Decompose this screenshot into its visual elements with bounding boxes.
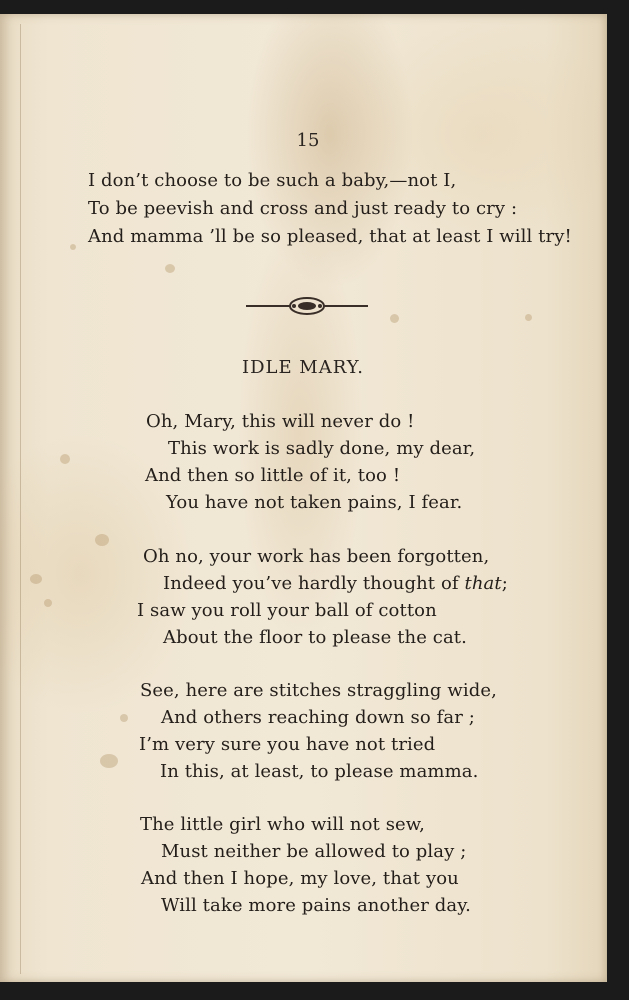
poem-line: And others reaching down so far ;: [161, 707, 475, 728]
poem-line: Must neither be allowed to play ;: [161, 841, 467, 862]
poem-line: See, here are stitches straggling wide,: [140, 680, 497, 701]
poem-line: In this, at least, to please mamma.: [160, 761, 479, 782]
punctuation: ;: [501, 573, 508, 594]
intro-line: I don’t choose to be such a baby,—not I,: [88, 170, 457, 191]
decorative-divider-icon: [246, 296, 368, 316]
stain-spot: [165, 264, 175, 273]
stain-spot: [60, 454, 70, 464]
stain-spot: [70, 244, 76, 250]
poem-line: [163, 573, 508, 594]
poem-line: And then I hope, my love, that you: [141, 868, 459, 889]
poem-title: IDLE MARY.: [241, 357, 365, 378]
stain-spot: [390, 314, 399, 323]
page-number: 15: [296, 130, 320, 151]
poem-line: Will take more pains another day.: [161, 895, 471, 916]
emphasized-word: that: [464, 573, 502, 594]
stain-spot: [525, 314, 532, 321]
poem-line-text: Indeed you’ve hardly thought of: [163, 573, 459, 594]
poem-line: I saw you roll your ball of cotton: [137, 600, 437, 621]
book-page: [0, 14, 607, 982]
stain-spot: [30, 574, 42, 584]
poem-line: You have not taken pains, I fear.: [166, 492, 463, 513]
poem-line: About the floor to please the cat.: [163, 627, 467, 648]
poem-line: I’m very sure you have not tried: [139, 734, 436, 755]
poem-line: This work is sadly done, my dear,: [168, 438, 476, 459]
intro-line: To be peevish and cross and just ready to cry :: [88, 198, 518, 219]
intro-line: And mamma ’ll be so pleased, that at least I will try!: [88, 226, 572, 247]
poem-line: Oh no, your work has been forgotten,: [143, 546, 490, 567]
page-gutter: [20, 24, 21, 974]
poem-line: And then so little of it, too !: [145, 465, 401, 486]
poem-line: The little girl who will not sew,: [140, 814, 425, 835]
stain-spot: [44, 599, 52, 607]
stain-spot: [100, 754, 118, 768]
stain-spot: [95, 534, 109, 546]
poem-line: Oh, Mary, this will never do !: [146, 411, 415, 432]
stain-spot: [120, 714, 128, 722]
